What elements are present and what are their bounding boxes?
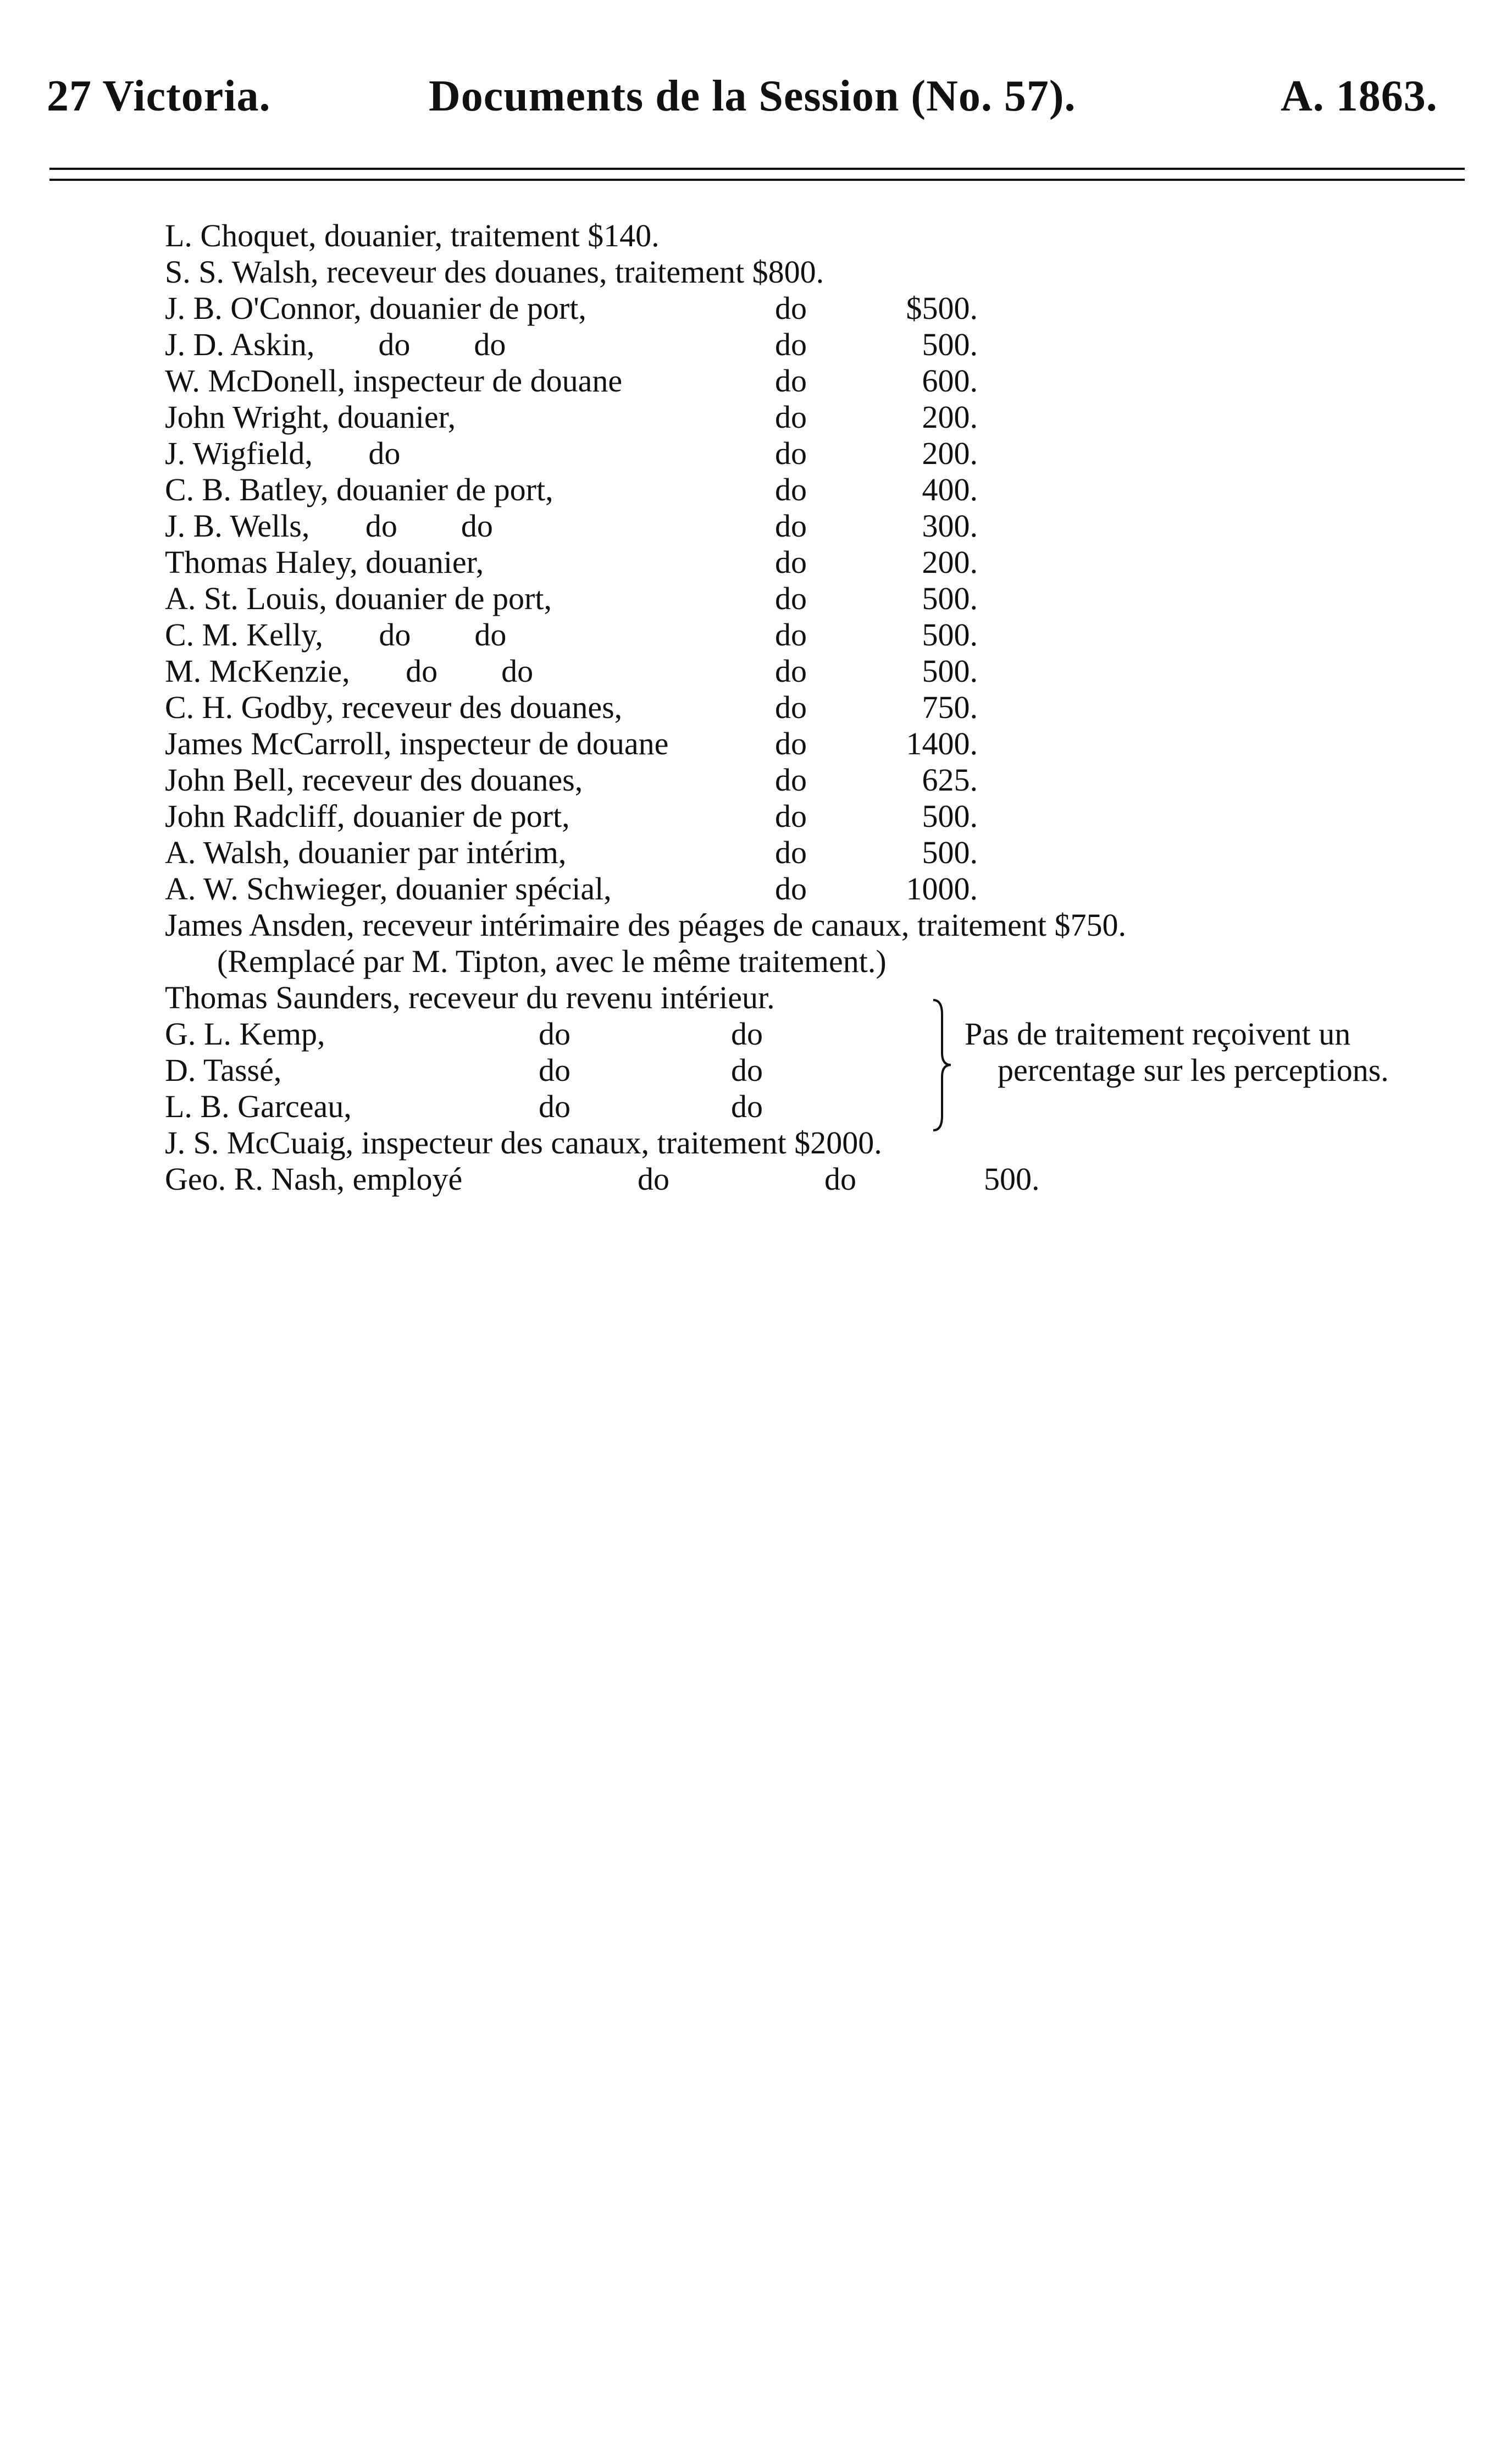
entry-name: C. B. Batley, douanier de port,	[165, 472, 553, 507]
entry-amount: 200.	[922, 435, 978, 471]
revenue-do: do	[731, 1052, 763, 1088]
entry-name: A. Walsh, douanier par intérim,	[165, 835, 567, 870]
revenue-entry: G. L. Kemp,	[165, 1016, 325, 1052]
entry-do: do	[775, 617, 807, 653]
header-year: A. 1863.	[1281, 72, 1438, 120]
entry-amount: 500.	[922, 617, 978, 653]
entry-amount: 1400.	[906, 726, 978, 761]
entry-do: do	[775, 762, 807, 798]
entry-name-part: J. D. Askin, do do	[165, 327, 506, 362]
entry-do: do	[775, 871, 807, 907]
revenue-entry: Thomas Saunders, receveur du revenu intérieur.	[165, 980, 775, 1015]
entry-amount: 600.	[922, 363, 978, 399]
brace-note-line-2: percentage sur les perceptions.	[998, 1052, 1389, 1088]
entry-amount: $500.	[906, 290, 978, 326]
entry-name: J. B. Wells, do do	[165, 508, 493, 544]
entry-amount: 500.	[922, 581, 978, 616]
entry-amount: 200.	[922, 544, 978, 580]
entry-do: do	[775, 581, 807, 616]
entry-amount: 500.	[922, 835, 978, 870]
entry-do: do	[775, 472, 807, 507]
entry-amount: 500.	[922, 653, 978, 689]
brace-note-line-1: Pas de traitement reçoivent un	[965, 1016, 1351, 1052]
entry-do: do	[775, 544, 807, 580]
entry-name: J. Wigfield, do	[165, 435, 401, 471]
entry-name: C. M. Kelly, do do	[165, 617, 507, 653]
canal-tolls-line: James Ansden, receveur intérimaire des péages de canaux, traitement $750.	[165, 907, 1126, 943]
revenue-do: do	[731, 1089, 763, 1124]
entry-do: do	[775, 399, 807, 435]
entry-name: A. St. Louis, douanier de port,	[165, 581, 552, 616]
entry-amount: 625.	[922, 762, 978, 798]
entry-name: C. H. Godby, receveur des douanes,	[165, 689, 623, 725]
entry-do: do	[775, 726, 807, 761]
canal-inspector-line: J. S. McCuaig, inspecteur des canaux, traitement $2000.	[165, 1125, 882, 1161]
revenue-do: do	[539, 1052, 571, 1088]
employee-do: do	[638, 1161, 669, 1197]
entry-line: L. Choquet, douanier, traitement $140.	[165, 218, 660, 253]
entry-do: do	[775, 653, 807, 689]
revenue-entry: L. B. Garceau,	[165, 1089, 352, 1124]
entry-name: A. W. Schwieger, douanier spécial,	[165, 871, 612, 907]
entry-name: John Wright, douanier,	[165, 399, 456, 435]
entry-amount: 500.	[922, 798, 978, 834]
entry-name: James McCarroll, inspecteur de douane	[165, 726, 669, 761]
entry-amount: 300.	[922, 508, 978, 544]
entry-line: S. S. Walsh, receveur des douanes, traitement $800.	[165, 254, 824, 290]
entry-name: John Bell, receveur des douanes,	[165, 762, 583, 798]
entry-do: do	[775, 435, 807, 471]
employee-amount: 500.	[984, 1161, 1040, 1197]
entry-name	[165, 329, 506, 361]
employee-do: do	[824, 1161, 856, 1197]
entry-name: John Radcliff, douanier de port,	[165, 798, 570, 834]
entry-name: J. B. O'Connor, douanier de port,	[165, 290, 586, 326]
entry-name: W. McDonell, inspecteur de douane	[165, 363, 623, 399]
entry-do: do	[775, 327, 807, 362]
entry-do: do	[775, 689, 807, 725]
entry-amount: 400.	[922, 472, 978, 507]
header-volume: 27 Victoria.	[47, 72, 271, 120]
revenue-entry: D. Tassé,	[165, 1052, 282, 1088]
revenue-do: do	[539, 1016, 571, 1052]
entry-name: Thomas Haley, douanier,	[165, 544, 484, 580]
entry-do: do	[775, 798, 807, 834]
entry-amount: 200.	[922, 399, 978, 435]
employee-line: Geo. R. Nash, employé	[165, 1161, 463, 1197]
entry-amount: 750.	[922, 689, 978, 725]
entry-do: do	[775, 290, 807, 326]
entry-do: do	[775, 508, 807, 544]
revenue-do: do	[539, 1089, 571, 1124]
entry-amount: 1000.	[906, 871, 978, 907]
revenue-do: do	[731, 1016, 763, 1052]
entry-do: do	[775, 835, 807, 870]
replacement-note: (Remplacé par M. Tipton, avec le même traitement.)	[217, 943, 887, 979]
entry-do: do	[775, 363, 807, 399]
header-title: Documents de la Session (No. 57).	[429, 72, 1076, 120]
right-brace-icon	[929, 998, 956, 1133]
entry-name: M. McKenzie, do do	[165, 653, 534, 689]
entry-amount: 500.	[922, 327, 978, 362]
